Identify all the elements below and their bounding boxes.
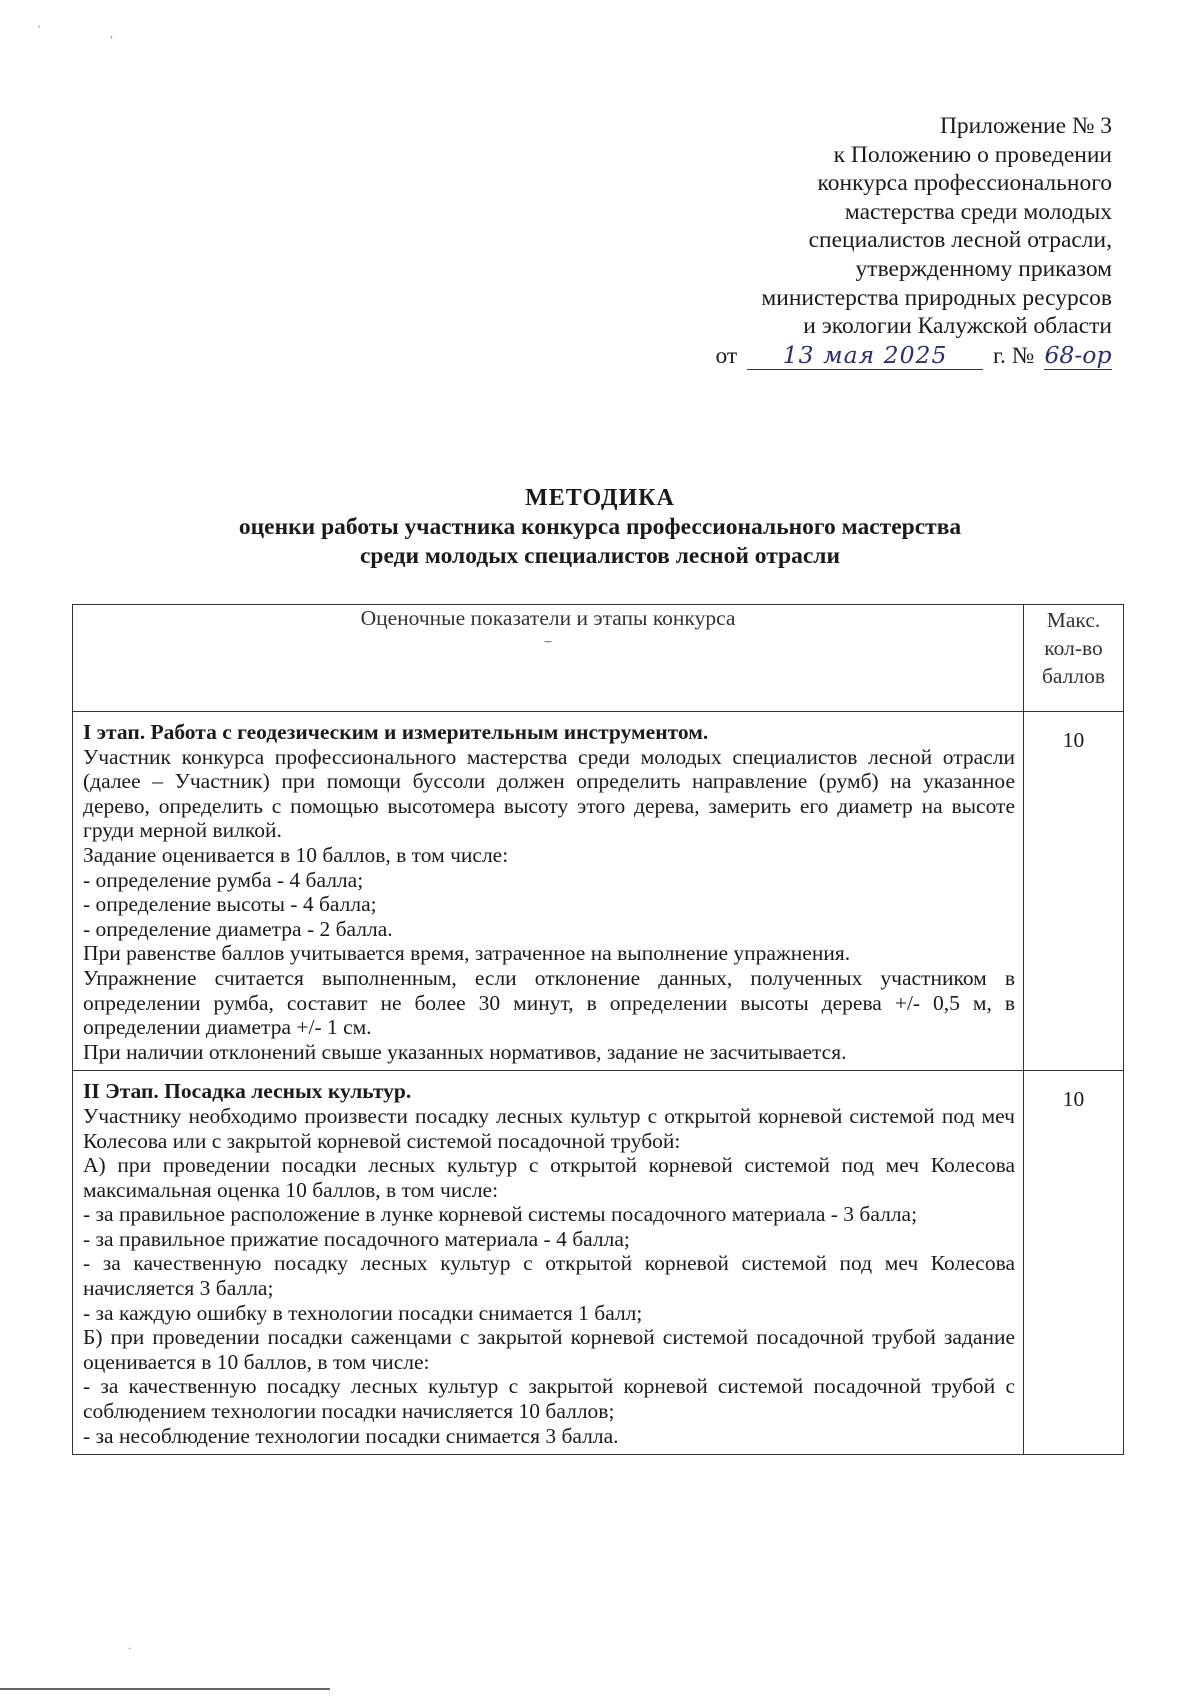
scan-edge-line (0, 1688, 330, 1690)
stage-text-line: - определение румба - 4 балла; (83, 867, 364, 892)
stage-text-line: Участнику необходимо произвести посадку лесных культур с открытой корневой системой под меч Колесова или с закрытой корневой системой посадочной трубой: (83, 1103, 1015, 1153)
appendix-line: специалистов лесной отрасли, (808, 227, 1112, 254)
header-max-line: баллов (1041, 664, 1106, 688)
appendix-line: Приложение № 3 (939, 113, 1112, 139)
appendix-line: мастерства среди молодых (844, 198, 1112, 225)
stage-text-line: - определение диаметра - 2 балла. (83, 916, 393, 941)
table-header-row (73, 605, 1124, 712)
stage-text-line: - определение высоты - 4 балла; (83, 892, 377, 917)
stage-text-line: - за качественную посадку лесных культур с закрытой корневой системой посадочной трубой с соблюдением технологии посадки начисляется 10 баллов; (83, 1374, 1015, 1424)
stage-text-line: При равенстве баллов учитывается время, затраченное на выполнение упражнения. (83, 941, 851, 966)
stage-text-line: При наличии отклонений свыше указанных нормативов, задание не засчитывается. (83, 1039, 847, 1064)
stage-text-line: - за каждую ошибку в технологии посадки снимается 1 балл; (83, 1300, 643, 1325)
appendix-line: утвержденному приказом (855, 255, 1112, 282)
stage-text-line: А) при проведении посадки лесных культур с открытой корневой системой под меч Колесова максимальная оценка 10 баллов, в том числе: (83, 1153, 1015, 1202)
number-prefix: г. № (992, 342, 1035, 369)
table-row (73, 1071, 1124, 1455)
stage-text-line: Б) при проведении посадки саженцами с закрытой корневой системой посадочной трубой задание оценивается в 10 баллов, в том числе: (83, 1325, 1015, 1374)
table-row (73, 712, 1124, 1071)
appendix-line: конкурса профессионального (817, 170, 1112, 197)
title-main: МЕТОДИКА (525, 485, 675, 511)
header-max-points (1024, 605, 1124, 712)
stage-1-description (73, 712, 1024, 1071)
appendix-block (592, 112, 1112, 370)
scan-mark: ' (38, 22, 41, 36)
stage-1-score: 10 (1024, 712, 1124, 1071)
stage-text-line: Участник конкурса профессионального мастерства среди молодых специалистов лесной отрасли (далее – Участник) при помощи буссоли должен определить направление (румб) на указанное дерево, определить с помощью высотомера высоту этого дерева, замерить его диаметр на высоте груди мерной вилкой. (83, 744, 1015, 843)
header-indicators (73, 605, 1024, 712)
document-title (0, 484, 1200, 571)
title-subtitle-line: оценки работы участника конкурса профессионального мастерства (238, 514, 962, 540)
header-max-line: Макс. (1046, 608, 1101, 632)
stage-title: I этап. Работа с геодезическим и измерительным инструментом. (83, 720, 709, 744)
stage-title: II Этап. Посадка лесных культур. (83, 1079, 412, 1104)
stage-text-line: - за несоблюдение технологии посадки снимается 3 балла. (83, 1423, 619, 1448)
stage-text-line: Упражнение считается выполненным, если отклонение данных, полученных участником в определении румба, составит не более 30 минут, в определении высоты дерева +/- 0,5 м, в определении диаметра +/- 1 см. (83, 965, 1015, 1040)
stage-text-line: - за качественную посадку лесных культур с открытой корневой системой под меч Колесова начисляется 3 балла; (83, 1251, 1015, 1301)
dash-mark: – (544, 634, 552, 649)
appendix-date-line (592, 341, 1112, 371)
handwritten-number: 68-ор (1044, 340, 1112, 369)
header-indicators-label: Оценочные показатели и этапы конкурса (360, 606, 736, 630)
appendix-line: министерства природных ресурсов (761, 284, 1112, 311)
stage-2-score: 10 (1024, 1071, 1124, 1455)
scoring-table (72, 604, 1124, 1455)
appendix-line: и экологии Калужской области (803, 313, 1112, 340)
appendix-line: к Положению о проведении (833, 141, 1112, 168)
stage-text-line: Задание оценивается в 10 баллов, в том числе: (83, 842, 509, 867)
stage-text-line: - за правильное расположение в лунке корневой системы посадочного материала - 3 балла; (83, 1202, 918, 1227)
handwritten-date: 13 мая 2025 (747, 341, 983, 371)
scan-mark: , (110, 26, 113, 40)
date-prefix: от (715, 342, 738, 369)
scan-mark: . (128, 1638, 131, 1652)
stage-text-line: - за правильное прижатие посадочного материала - 4 балла; (83, 1226, 630, 1251)
header-max-line: кол-во (1044, 636, 1103, 660)
stage-2-description (73, 1071, 1024, 1455)
title-subtitle-line: среди молодых специалистов лесной отрасли (359, 543, 841, 569)
